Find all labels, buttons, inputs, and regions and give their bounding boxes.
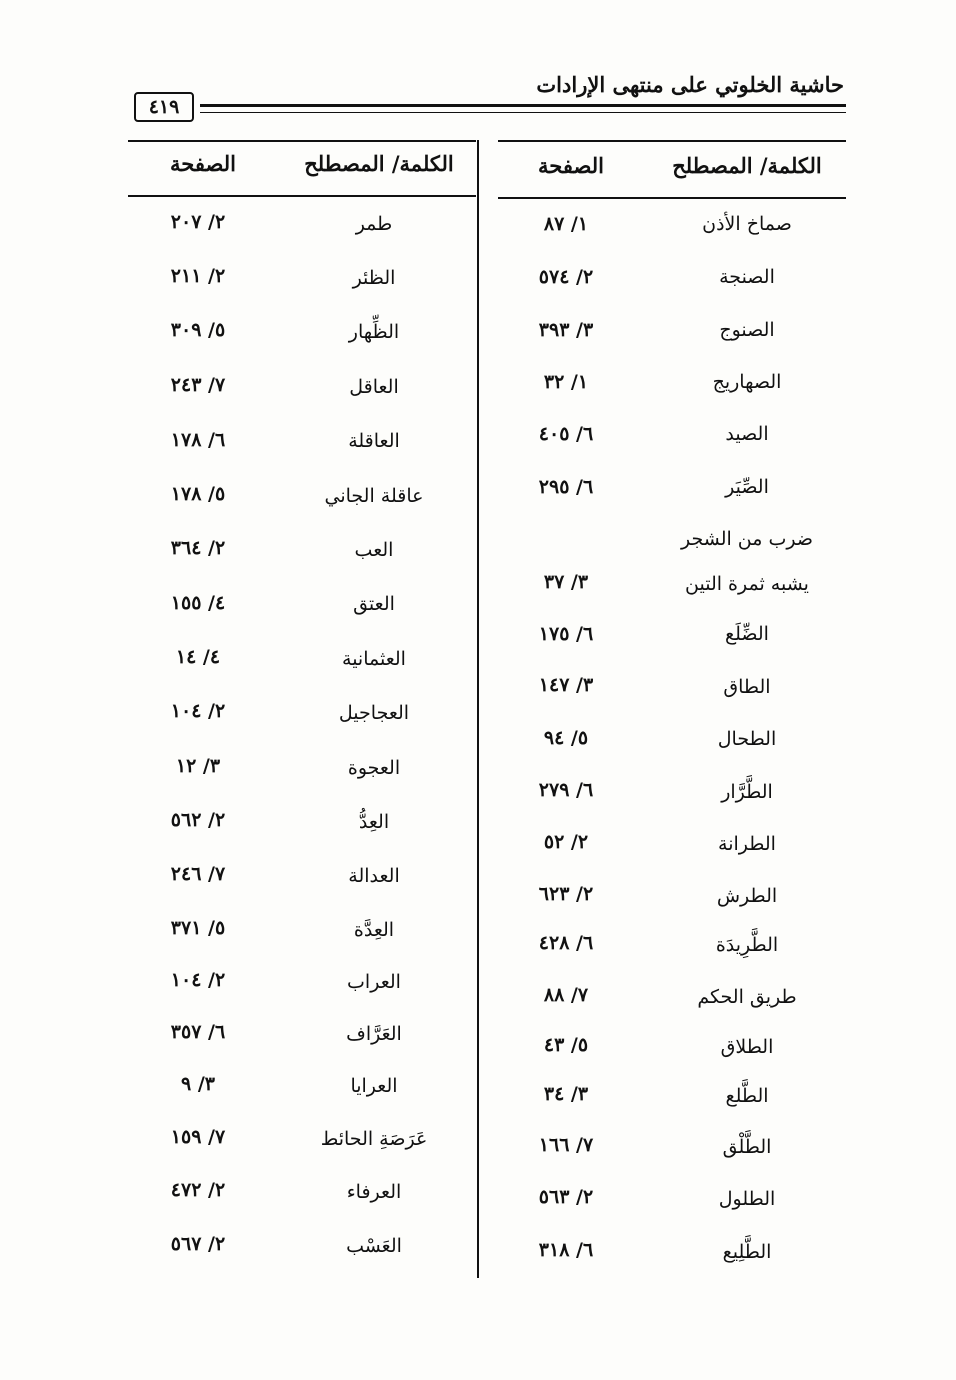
right-entry-term: الطلول <box>718 1188 776 1210</box>
left-entry-term: الظِّهار <box>348 321 400 343</box>
left-entry-page: ٢/ ٥٦٧ <box>170 1233 226 1255</box>
left-entry-page: ٧/ ٢٤٦ <box>170 863 226 885</box>
right-entry-page: ٦/ ٤٠٥ <box>538 423 594 445</box>
left-entry-term: العجوة <box>347 757 401 779</box>
left-term-heading: الكلمة/ المصطلح <box>304 151 454 176</box>
right-entry-page: ٢/ ٥٧٤ <box>538 266 594 288</box>
left-entry-term: العاقلة <box>348 430 400 452</box>
left-entry-page: ٢/ ٢٠٧ <box>170 211 226 233</box>
left-entry-term: العِدُّ <box>358 811 390 833</box>
right-entry-term: ضرب من الشجر <box>681 528 813 550</box>
right-entry-term: الطَّلْق <box>722 1136 772 1158</box>
left-entry-page: ٢/ ٤٧٢ <box>170 1179 226 1201</box>
left-entry-page: ٢/ ٢١١ <box>170 265 226 287</box>
right-entry-term: الطلاق <box>720 1036 774 1058</box>
left-entry-page: ٢/ ١٠٤ <box>170 700 226 722</box>
right-entry-term: الطَّلِيع <box>722 1241 772 1263</box>
left-entry-term: العثمانية <box>342 648 406 670</box>
left-entry-term: العتق <box>353 593 395 615</box>
left-entry-term: العجاجيل <box>338 702 410 724</box>
right-entry-term: الطَّرَّار <box>721 781 773 803</box>
right-entry-term: الطحال <box>717 728 777 750</box>
right-entry-page: ٢/ ٥٢ <box>543 831 589 853</box>
right-entry-page: ٦/ ٤٢٨ <box>538 932 594 954</box>
right-entry-term: يشبه ثمرة التين <box>685 573 809 595</box>
right-entry-page: ١/ ٣٢ <box>543 371 589 393</box>
left-entry-term: عاقلة الجاني <box>324 485 424 507</box>
column-divider <box>477 140 479 1278</box>
left-entry-term: العاقل <box>349 376 399 398</box>
right-entry-term: الضِّلَع <box>725 623 769 645</box>
left-entry-page: ٦/ ١٧٨ <box>170 429 226 451</box>
right-entry-page: ٣/ ٣٩٣ <box>538 319 594 341</box>
left-entry-page: ٢/ ٥٦٢ <box>170 809 226 831</box>
left-table-top-rule <box>128 140 476 142</box>
right-table-header-rule <box>498 197 846 199</box>
right-entry-term: الصِّيَر <box>725 476 769 498</box>
right-entry-page: ١/ ٨٧ <box>543 213 589 235</box>
page-number: ٤١٩ <box>134 92 194 122</box>
left-entry-page: ٣/ ٩ <box>181 1073 215 1095</box>
left-entry-term: العراب <box>347 971 401 993</box>
right-entry-term: الطَّلع <box>725 1085 769 1107</box>
right-entry-term: الصهاريج <box>712 371 782 393</box>
left-entry-term: العِدَّة <box>353 919 395 941</box>
right-entry-term: الطاق <box>723 676 771 698</box>
left-entry-page: ٧/ ٢٤٣ <box>170 374 226 396</box>
left-entry-page: ٥/ ٣٠٩ <box>170 319 226 341</box>
right-entry-page: ٥/ ٤٣ <box>543 1034 589 1056</box>
left-entry-term: الظئر <box>352 267 396 289</box>
right-table-top-rule <box>498 140 846 142</box>
left-entry-term: عَرَصَةِ الحائط <box>320 1128 428 1150</box>
right-entry-page: ٥/ ٩٤ <box>543 727 589 749</box>
left-page-heading: الصفحة <box>170 151 236 176</box>
right-entry-term: طريق الحكم <box>697 986 797 1008</box>
right-entry-term: الصنوج <box>719 319 775 341</box>
right-entry-term: الطرانة <box>718 833 776 855</box>
left-entry-page: ٢/ ١٠٤ <box>170 969 226 991</box>
right-entry-page: ٣/ ١٤٧ <box>538 674 594 696</box>
left-entry-page: ٥/ ٣٧١ <box>170 917 226 939</box>
right-entry-page: ٣/ ٣٧ <box>543 571 589 593</box>
right-entry-page: ٢/ ٥٦٣ <box>538 1186 594 1208</box>
book-title: حاشية الخلوتي على منتهى الإرادات <box>536 72 844 97</box>
right-page-heading: الصفحة <box>538 153 604 178</box>
left-table-header-rule <box>128 195 476 197</box>
right-entry-page: ٧/ ٨٨ <box>543 984 589 1006</box>
right-entry-page: ٦/ ٢٧٩ <box>538 779 594 801</box>
right-entry-page: ٦/ ٣١٨ <box>538 1239 594 1261</box>
left-entry-term: العَرَّاف <box>346 1023 402 1045</box>
right-entry-term: الطرش <box>716 885 778 907</box>
header-rule <box>200 104 846 113</box>
left-entry-page: ٧/ ١٥٩ <box>170 1126 226 1148</box>
right-entry-term: الطَّرِيدَة <box>715 934 779 956</box>
right-entry-term: صماخ الأذن <box>702 213 792 235</box>
left-entry-page: ٦/ ٣٥٧ <box>170 1021 226 1043</box>
left-entry-term: العب <box>354 539 394 561</box>
left-entry-page: ٤/ ١٤ <box>175 646 221 668</box>
left-entry-page: ٣/ ١٢ <box>175 755 221 777</box>
left-entry-page: ٤/ ١٥٥ <box>170 592 226 614</box>
left-entry-page: ٥/ ١٧٨ <box>170 483 226 505</box>
left-entry-term: العدالة <box>348 865 400 887</box>
right-entry-page: ٧/ ١٦٦ <box>538 1134 594 1156</box>
right-entry-page: ٦/ ١٧٥ <box>538 623 594 645</box>
right-entry-page: ٦/ ٢٩٥ <box>538 476 594 498</box>
right-entry-page: ٢/ ٦٢٣ <box>538 883 594 905</box>
left-entry-term: طمر <box>355 213 393 235</box>
right-entry-term: الصيد <box>725 423 769 445</box>
right-term-heading: الكلمة/ المصطلح <box>672 153 822 178</box>
left-entry-term: العرفاء <box>346 1181 402 1203</box>
right-entry-page: ٣/ ٣٤ <box>543 1083 589 1105</box>
right-entry-term: الصنجة <box>719 266 775 288</box>
left-entry-page: ٢/ ٣٦٤ <box>170 537 226 559</box>
left-entry-term: العرايا <box>350 1075 398 1097</box>
left-entry-term: العَسْب <box>346 1235 402 1257</box>
